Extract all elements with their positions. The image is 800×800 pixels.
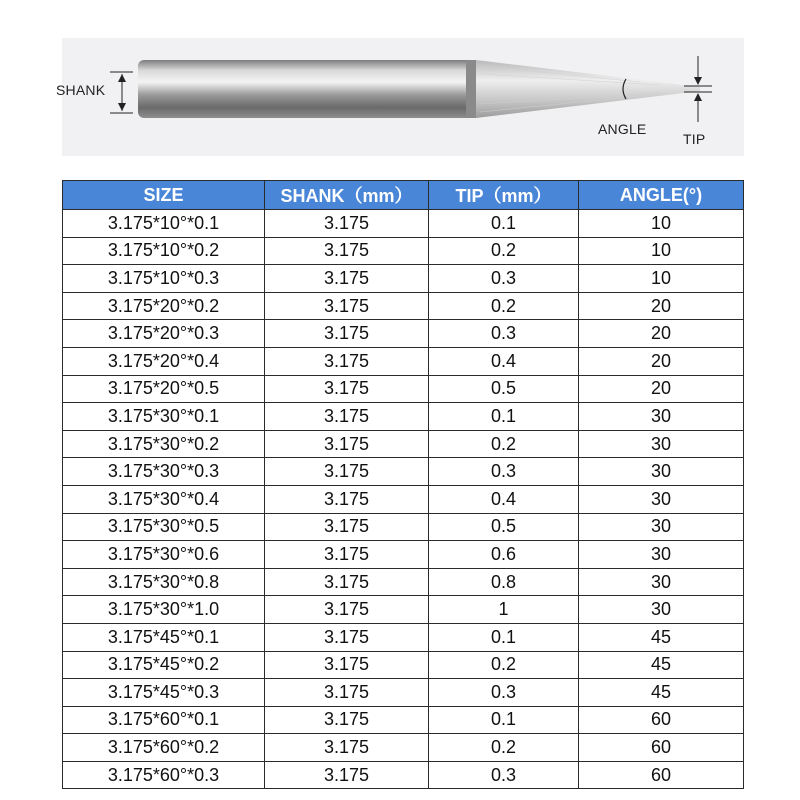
tip-cell: 0.2 [429,651,579,679]
table-row [63,651,744,679]
angle-cell: 45 [579,679,744,707]
angle-cell: 30 [579,458,744,486]
shank-cell: 3.175 [265,651,429,679]
size-cell: 3.175*30°*0.4 [63,485,265,513]
angle-label: ANGLE [598,121,647,137]
size-cell: 3.175*30°*0.1 [63,403,265,431]
table-row [63,513,744,541]
table-row [63,458,744,486]
size-cell: 3.175*45°*0.1 [63,623,265,651]
tip-cell: 0.3 [429,761,579,789]
angle-cell: 20 [579,375,744,403]
shank-cell: 3.175 [265,734,429,762]
angle-cell: 45 [579,623,744,651]
table-row [63,541,744,569]
angle-cell: 30 [579,568,744,596]
table-row [63,265,744,293]
size-cell: 3.175*30°*0.8 [63,568,265,596]
table-row [63,734,744,762]
tip-cell: 0.2 [429,237,579,265]
shank-cell: 3.175 [265,237,429,265]
shank-cell: 3.175 [265,320,429,348]
table-header-row [63,181,744,210]
tip-cell: 0.6 [429,541,579,569]
table-row [63,706,744,734]
angle-cell: 10 [579,237,744,265]
shank-cell: 3.175 [265,485,429,513]
shank-cell: 3.175 [265,265,429,293]
angle-cell: 60 [579,761,744,789]
size-cell: 3.175*10°*0.2 [63,237,265,265]
size-cell: 3.175*30°*0.2 [63,430,265,458]
table-row [63,292,744,320]
angle-cell: 30 [579,403,744,431]
size-cell: 3.175*20°*0.2 [63,292,265,320]
tip-cell: 0.4 [429,485,579,513]
size-cell: 3.175*30°*0.5 [63,513,265,541]
tip-arrow-up [694,93,702,101]
table-row [63,679,744,707]
tip-cell: 0.2 [429,292,579,320]
angle-cell: 30 [579,485,744,513]
size-cell: 3.175*20°*0.3 [63,320,265,348]
tip-cell: 0.8 [429,568,579,596]
tip-cell: 1 [429,596,579,624]
angle-cell: 20 [579,320,744,348]
shank-cell: 3.175 [265,679,429,707]
tip-cell: 0.3 [429,265,579,293]
tip-cell: 0.1 [429,706,579,734]
shank-cell: 3.175 [265,210,429,238]
size-cell: 3.175*45°*0.3 [63,679,265,707]
tip-cell: 0.1 [429,623,579,651]
angle-cell: 10 [579,210,744,238]
shank-cell: 3.175 [265,568,429,596]
table-row [63,761,744,789]
tip-cell: 0.3 [429,679,579,707]
size-cell: 3.175*30°*0.3 [63,458,265,486]
size-cell: 3.175*30°*0.6 [63,541,265,569]
size-cell: 3.175*20°*0.4 [63,347,265,375]
angle-cell: 60 [579,706,744,734]
shank-arrow-down [118,103,126,111]
spec-table [62,180,744,789]
shank-cell: 3.175 [265,292,429,320]
table-row [63,596,744,624]
angle-cell: 60 [579,734,744,762]
angle-cell: 20 [579,292,744,320]
tip-cell: 0.1 [429,210,579,238]
header-tip: TIP（mm） [429,181,579,210]
size-cell: 3.175*60°*0.3 [63,761,265,789]
tip-cell: 0.5 [429,513,579,541]
header-shank: SHANK（mm） [265,181,429,210]
table-row [63,430,744,458]
shank-cell: 3.175 [265,375,429,403]
shank-cell: 3.175 [265,623,429,651]
table-row [63,485,744,513]
header-angle: ANGLE(°) [579,181,744,210]
table-row [63,568,744,596]
shank-cell: 3.175 [265,541,429,569]
shank-cell: 3.175 [265,347,429,375]
size-cell: 3.175*10°*0.1 [63,210,265,238]
angle-cell: 30 [579,596,744,624]
size-cell: 3.175*60°*0.1 [63,706,265,734]
shank-cell: 3.175 [265,430,429,458]
table-body [63,210,744,789]
shank-cell: 3.175 [265,458,429,486]
size-cell: 3.175*45°*0.2 [63,651,265,679]
angle-cell: 30 [579,541,744,569]
angle-cell: 30 [579,430,744,458]
tip-cell: 0.4 [429,347,579,375]
shank-arrow-up [118,74,126,82]
size-cell: 3.175*20°*0.5 [63,375,265,403]
table-row [63,403,744,431]
table-row [63,320,744,348]
shank-cell: 3.175 [265,706,429,734]
header-size: SIZE [63,181,265,210]
table-row [63,210,744,238]
shank-cell: 3.175 [265,761,429,789]
table-row [63,375,744,403]
table-row [63,237,744,265]
angle-cell: 10 [579,265,744,293]
angle-cell: 45 [579,651,744,679]
tip-cell: 0.3 [429,320,579,348]
tip-cell: 0.2 [429,734,579,762]
tip-cell: 0.2 [429,430,579,458]
engraving-bit-diagram [0,0,800,170]
angle-cell: 20 [579,347,744,375]
angle-cell: 30 [579,513,744,541]
tip-label: TIP [683,131,706,147]
shank-label: SHANK [56,82,106,98]
size-cell: 3.175*30°*1.0 [63,596,265,624]
table-row [63,623,744,651]
size-cell: 3.175*60°*0.2 [63,734,265,762]
tip-cell: 0.1 [429,403,579,431]
shank-ring [466,60,476,118]
shank-cell: 3.175 [265,513,429,541]
shank-body [138,60,476,118]
size-cell: 3.175*10°*0.3 [63,265,265,293]
tip-cell: 0.5 [429,375,579,403]
table-row [63,347,744,375]
tip-arrow-down [694,77,702,85]
engraving-bit-illustration [0,0,800,170]
tip-cell: 0.3 [429,458,579,486]
shank-cell: 3.175 [265,403,429,431]
shank-cell: 3.175 [265,596,429,624]
